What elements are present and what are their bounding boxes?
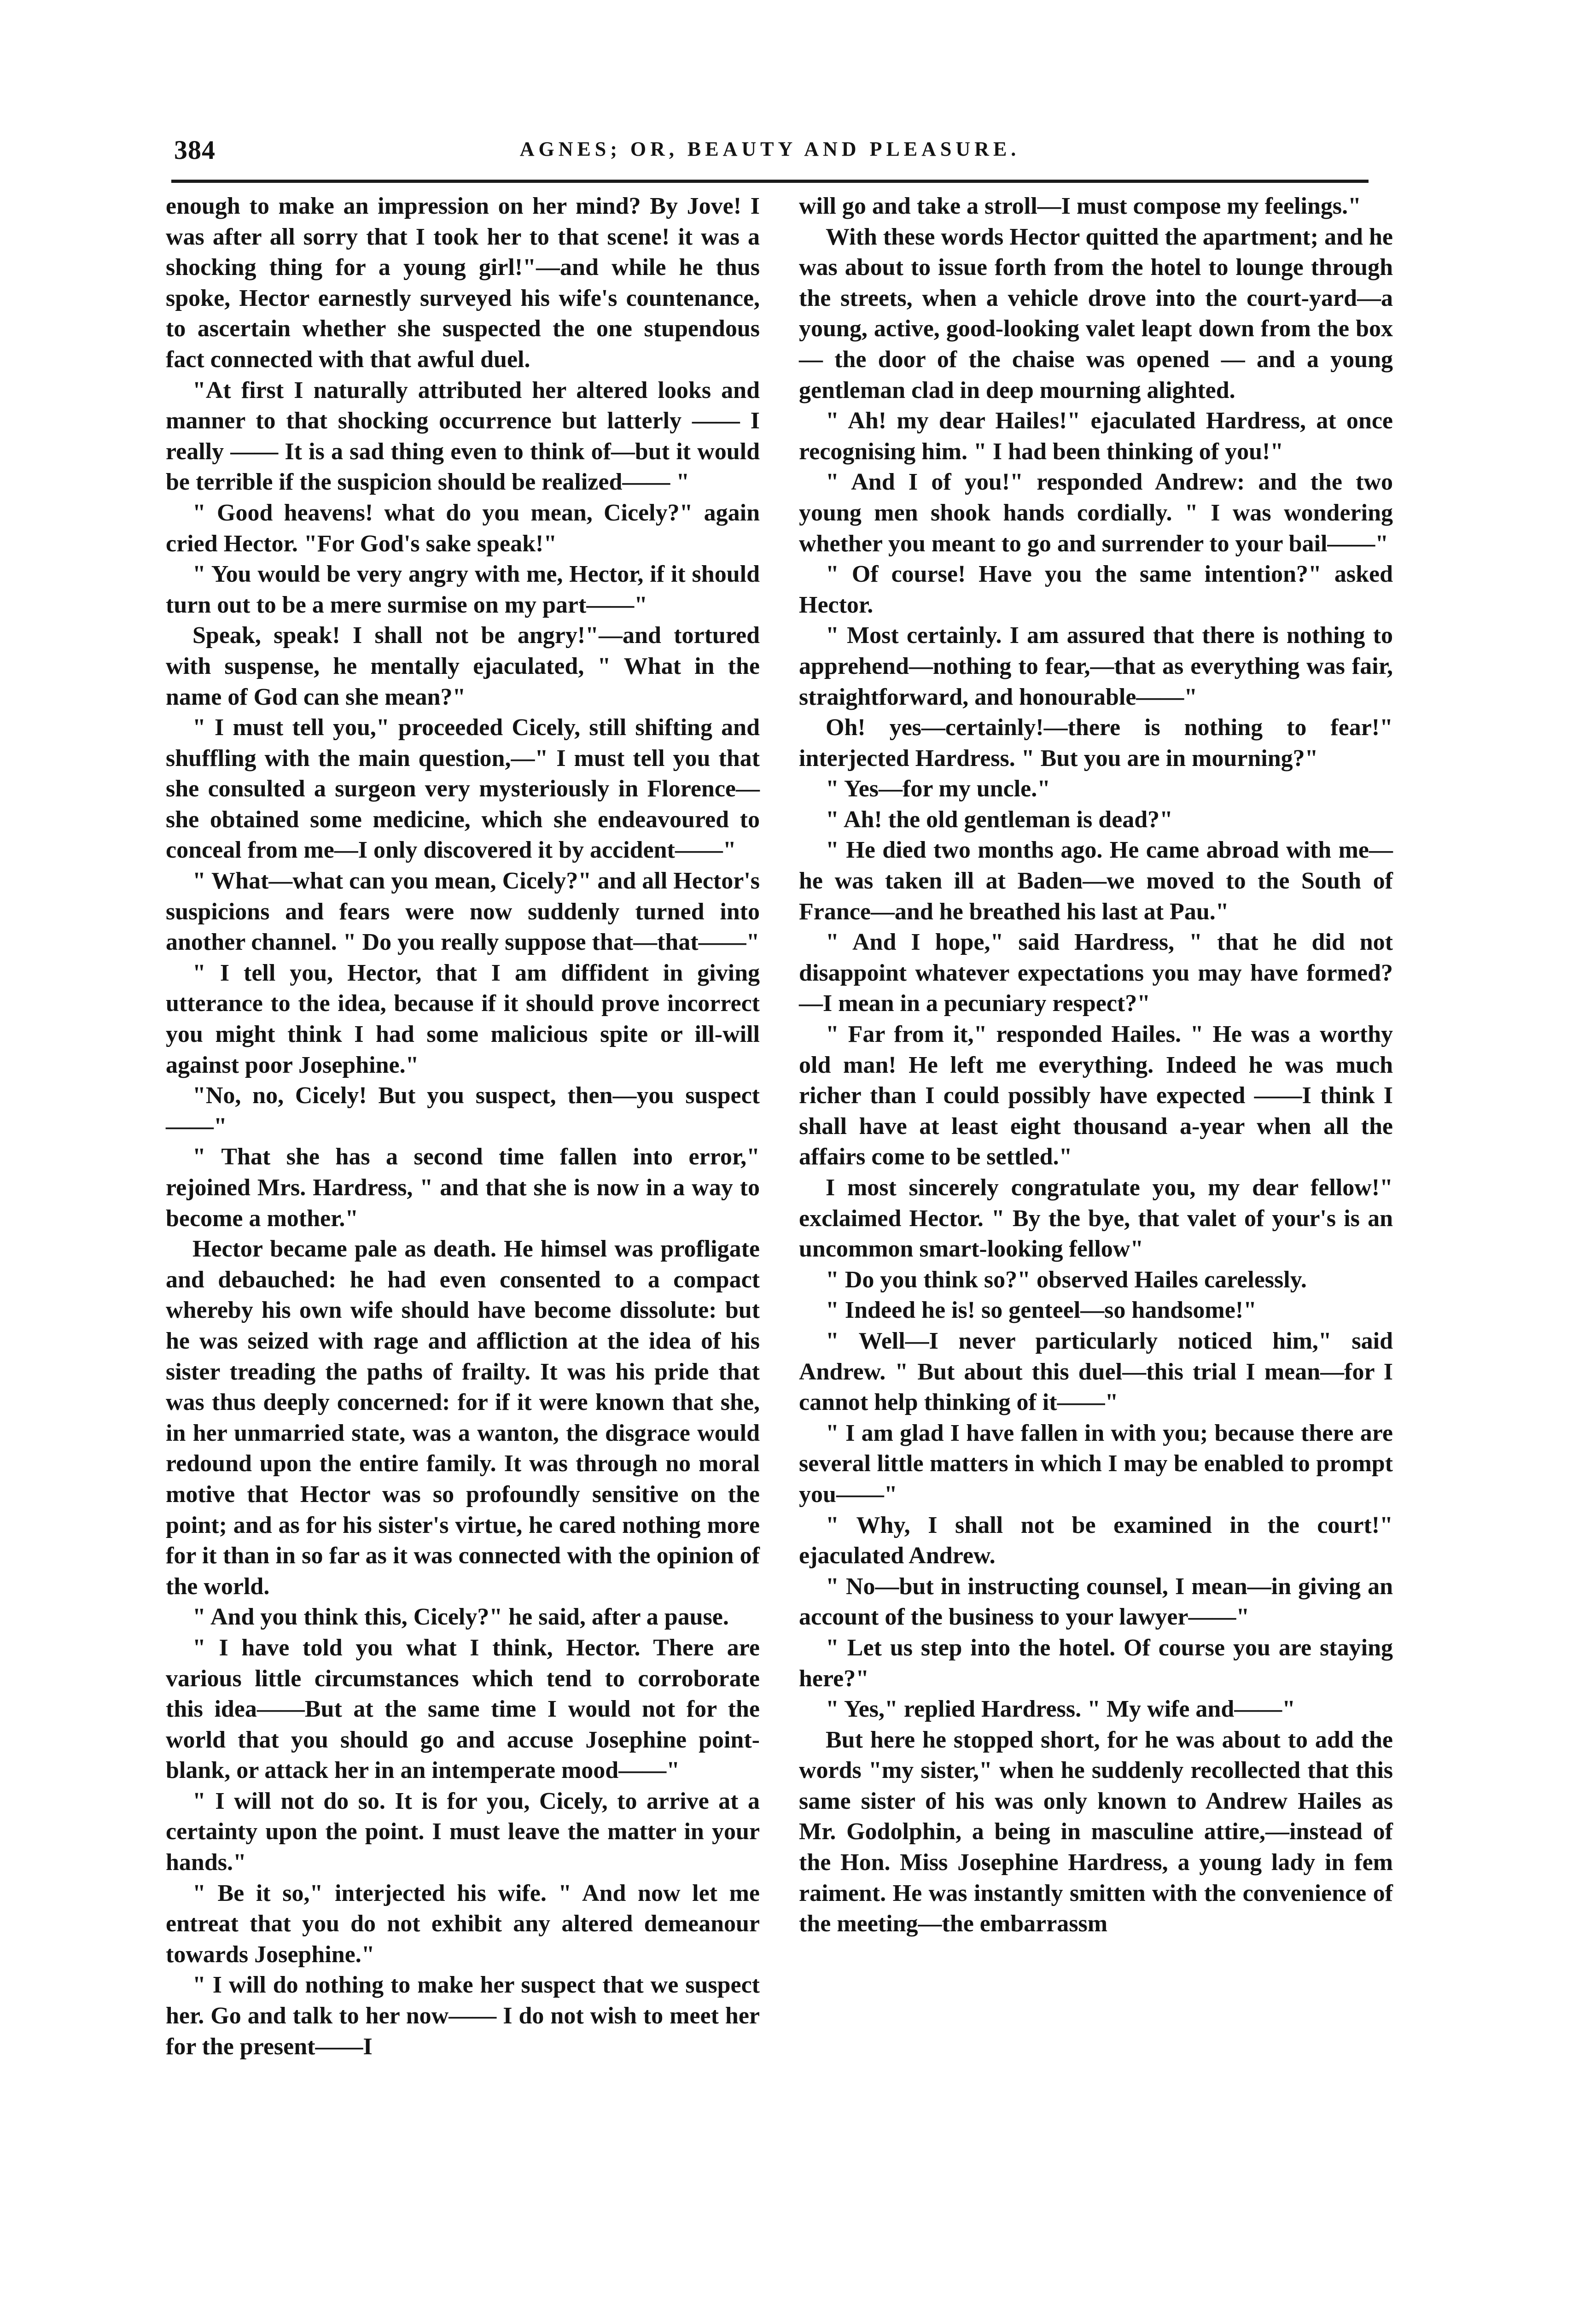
paragraph: " Ah! the old gentleman is dead?" xyxy=(826,806,1173,833)
paragraph: " Indeed he is! so genteel—so handsome!" xyxy=(826,1297,1257,1324)
paragraph: " And I hope," said Hardress, " that he did not disappoint whatever expectations you may have formed?—I mean in a pecuniary respect?" xyxy=(799,929,1393,1017)
paragraph: " I tell you, Hector, that I am diffident in giving utterance to the idea, because if it should prove incorrect you might think I had some malicious spite or ill-will against poor Josephine." xyxy=(166,959,760,1078)
paragraph: " You would be very angry with me, Hector, if it should turn out to be a mere surmise on my part——" xyxy=(166,561,760,618)
paragraph: " Most certainly. I am assured that there is nothing to apprehend—nothing to fear,—that as everything was fair, straightforward, and honourable——" xyxy=(799,622,1393,710)
paragraph: " I am glad I have fallen in with you; because there are several little matters in which I may be enabled to prompt you——" xyxy=(799,1420,1393,1508)
paragraph: " Yes," replied Hardress. " My wife and——" xyxy=(826,1696,1296,1723)
paragraph: " What—what can you mean, Cicely?" and all Hector's suspicions and fears were now suddenly turned into another channel. " Do you really suppose that—that——" xyxy=(166,868,760,956)
left-column xyxy=(166,191,760,2062)
paragraph: Speak, speak! I shall not be angry!"—and tortured with suspense, he mentally ejaculated, " What in the name of God can she mean?" xyxy=(166,622,760,710)
page-number: 384 xyxy=(174,135,216,165)
paragraph: " Do you think so?" observed Hailes carelessly. xyxy=(826,1266,1307,1293)
paragraph: " Far from it," responded Hailes. " He was a worthy old man! He left me everything. Indeed he was much richer than I could possibly have expected ——I think I shall have at least eight thousand a-year when all the affairs come to be settled." xyxy=(799,1021,1393,1170)
paragraph: " Well—I never particularly noticed him," said Andrew. " But about this duel—this trial I mean—for I cannot help thinking of it——" xyxy=(799,1327,1393,1416)
running-title: AGNES; OR, BEAUTY AND PLEASURE. xyxy=(519,138,1020,160)
paragraph: " He died two months ago. He came abroad with me—he was taken ill at Baden—we moved to the South of France—and he breathed his last at Pau." xyxy=(799,837,1393,925)
paragraph: With these words Hector quitted the apartment; and he was about to issue forth from the hotel to lounge through the streets, when a vehicle drove into the court-yard—a young, active, good-looking valet leapt down from the box — the door of the chaise was opened — and a young gentleman clad in deep mourning alighted. xyxy=(799,223,1393,403)
paragraph: " I will not do so. It is for you, Cicely, to arrive at a certainty upon the point. I must leave the matter in your hands." xyxy=(166,1788,760,1876)
paragraph: " I will do nothing to make her suspect that we suspect her. Go and talk to her now—— I do not wish to meet her for the present——I xyxy=(166,1972,760,2060)
paragraph: " Let us step into the hotel. Of course you are staying here?" xyxy=(799,1634,1393,1692)
paragraph: enough to make an impression on her mind? By Jove! I was after all sorry that I took her to that scene! it was a shocking thing for a young girl!"—and while he thus spoke, Hector earnestly surveyed his wife's countenance, to ascertain whether she suspected the one stupendous fact connected with that awful duel. xyxy=(166,193,760,373)
paragraph: " I have told you what I think, Hector. There are various little circumstances which tend to corroborate this idea——But at the same time I would not for the world that you should go and accuse Josephine point-blank, or attack her in an intemperate mood——" xyxy=(166,1634,760,1784)
paragraph: " No—but in instructing counsel, I mean—in giving an account of the business to your lawyer——" xyxy=(799,1573,1393,1631)
right-column xyxy=(799,191,1393,1940)
paragraph: "At first I naturally attributed her altered looks and manner to that shocking occurrence but latterly —— I really —— It is a sad thing even to think of—but it would be terrible if the suspicion should be realized—— " xyxy=(166,377,760,496)
paragraph: Oh! yes—certainly!—there is nothing to fear!" interjected Hardress. " But you are in mourning?" xyxy=(799,714,1393,772)
paragraph: " Why, I shall not be examined in the court!" ejaculated Andrew. xyxy=(799,1512,1393,1569)
paragraph: " Good heavens! what do you mean, Cicely?" again cried Hector. "For God's sake speak!" xyxy=(166,499,760,557)
paragraph: " And I of you!" responded Andrew: and the two young men shook hands cordially. " I was wondering whether you meant to go and surrender to your bail——" xyxy=(799,469,1393,557)
paragraph: " Of course! Have you the same intention?" asked Hector. xyxy=(799,561,1393,618)
paragraph: But here he stopped short, for he was about to add the words "my sister," when he suddenly recollected that this same sister of his was only known to Andrew Hailes as Mr. Godolphin, a being in masculine attire,—instead of the Hon. Miss Josephine Hardress, a young lady in fem raiment. He was instantly smitten with the convenience of the meeting—the embarrassm xyxy=(799,1726,1393,1937)
header-rule xyxy=(171,180,1369,183)
paragraph: " I must tell you," proceeded Cicely, still shifting and shuffling with the main question,—" I must tell you that she consulted a surgeon very mysteriously in Florence—she obtained some medicine, which she endeavoured to conceal from me—I only discovered it by accident——" xyxy=(166,714,760,864)
running-head xyxy=(174,134,1366,171)
paragraph: " And you think this, Cicely?" he said, after a pause. xyxy=(192,1604,729,1631)
paragraph: " That she has a second time fallen into error," rejoined Mrs. Hardress, " and that she is now in a way to become a mother." xyxy=(166,1144,760,1232)
paragraph: Hector became pale as death. He himsel was profligate and debauched: he had even consented to a compact whereby his own wife should have become dissolute: but he was seized with rage and affliction at the idea of his sister treading the paths of frailty. It was his pride that was thus deeply concerned: for if it were known that she, in her unmarried state, was a wanton, the disgrace would redound upon the entire family. It was through no moral motive that Hector was so profoundly sensitive on the point; and as for his sister's virtue, he cared nothing more for it than in so far as it was connected with the opinion of the world. xyxy=(166,1236,760,1600)
paragraph: " Ah! my dear Hailes!" ejaculated Hardress, at once recognising him. " I had been thinking of you!" xyxy=(799,408,1393,465)
paragraph: " Yes—for my uncle." xyxy=(826,776,1051,802)
paragraph: will go and take a stroll—I must compose my feelings." xyxy=(799,193,1362,219)
paragraph: " Be it so," interjected his wife. " And now let me entreat that you do not exhibit any altered demeanour towards Josephine." xyxy=(166,1880,760,1968)
paragraph: I most sincerely congratulate you, my dear fellow!" exclaimed Hector. " By the bye, that valet of your's is an uncommon smart-looking fellow" xyxy=(799,1175,1393,1263)
paragraph: "No, no, Cicely! But you suspect, then—you suspect——" xyxy=(166,1082,760,1140)
